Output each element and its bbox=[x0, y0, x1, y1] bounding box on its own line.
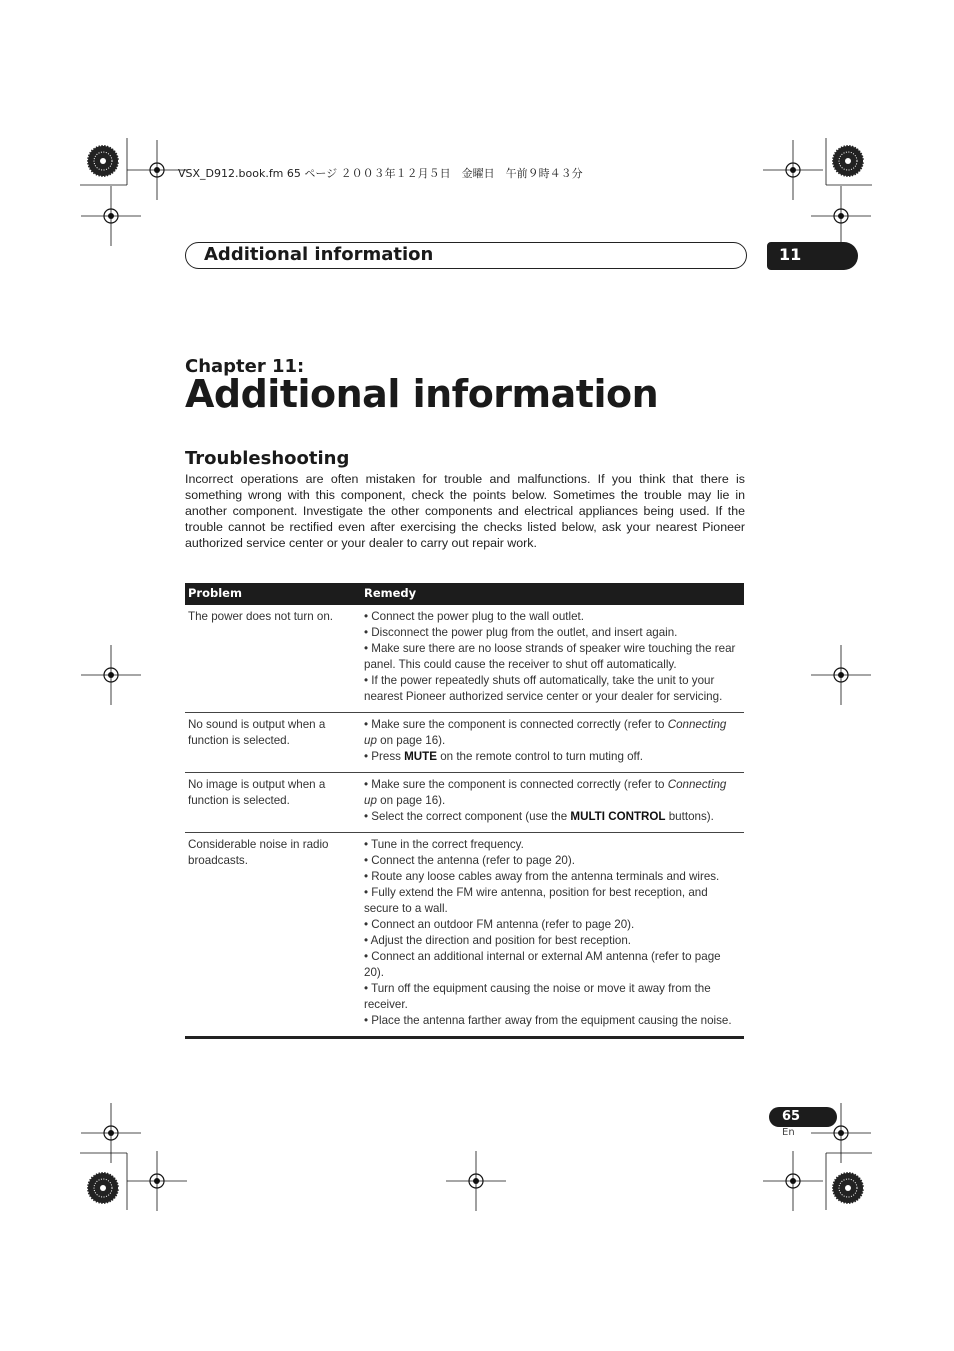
table-row bbox=[185, 713, 744, 773]
table-row bbox=[185, 605, 744, 713]
section-title: Troubleshooting bbox=[185, 448, 350, 469]
remedy-item: • Make sure the component is connected correctly (refer to Connecting up on page 16). bbox=[364, 778, 727, 807]
problem-cell: Considerable noise in radio broadcasts. bbox=[185, 833, 361, 1038]
registration-burst-icon bbox=[832, 1172, 864, 1204]
registration-burst-icon bbox=[87, 1172, 119, 1204]
problem-cell: No image is output when a function is selected. bbox=[185, 773, 361, 833]
remedy-item: • Select the correct component (use the MULTI CONTROL buttons). bbox=[364, 810, 714, 823]
registration-crosshair-icon bbox=[446, 1151, 506, 1211]
page-number: 65 bbox=[769, 1107, 837, 1127]
remedy-item: • Tune in the correct frequency. bbox=[364, 838, 524, 851]
remedy-cell bbox=[361, 713, 744, 773]
column-header-remedy: Remedy bbox=[361, 583, 744, 605]
running-header-title: Additional information bbox=[204, 244, 434, 265]
remedy-item: • Connect an outdoor FM antenna (refer to page 20). bbox=[364, 918, 635, 931]
remedy-item: • Connect an additional internal or external AM antenna (refer to page 20). bbox=[364, 950, 721, 979]
registration-crosshair-icon bbox=[81, 186, 141, 246]
registration-crosshair-icon bbox=[763, 140, 823, 200]
troubleshooting-table bbox=[185, 583, 744, 1039]
intro-paragraph: Incorrect operations are often mistaken for trouble and malfunctions. If you think that there is something wrong with this component, check the points below. Sometimes the trouble may lie in another component. Investigate the other components and electrical appliances being used. If the trouble cannot be rectified even after exercising the checks listed below, ask your nearest Pioneer authorized service center or your dealer to carry out repair work. bbox=[185, 472, 745, 550]
problem-cell: No sound is output when a function is selected. bbox=[185, 713, 361, 773]
registration-burst-icon bbox=[87, 145, 119, 177]
remedy-item: • Connect the power plug to the wall outlet. bbox=[364, 610, 584, 623]
remedy-item: • Make sure the component is connected correctly (refer to Connecting up on page 16). bbox=[364, 718, 727, 747]
remedy-cell bbox=[361, 605, 744, 713]
remedy-cell bbox=[361, 833, 744, 1038]
language-label: En bbox=[782, 1127, 795, 1138]
remedy-item: • Disconnect the power plug from the outlet, and insert again. bbox=[364, 626, 678, 639]
registration-crosshair-icon bbox=[127, 1151, 187, 1211]
column-header-problem: Problem bbox=[185, 583, 361, 605]
problem-cell: The power does not turn on. bbox=[185, 605, 361, 713]
chapter-number-badge: 11 bbox=[767, 242, 858, 270]
remedy-cell bbox=[361, 773, 744, 833]
remedy-item: • Turn off the equipment causing the noise or move it away from the receiver. bbox=[364, 982, 711, 1011]
remedy-item: • Connect the antenna (refer to page 20). bbox=[364, 854, 575, 867]
registration-crosshair-icon bbox=[81, 645, 141, 705]
table-row bbox=[185, 833, 744, 1038]
chapter-title: Additional information bbox=[185, 372, 659, 416]
chapter-label: Chapter 11: bbox=[185, 356, 305, 377]
registration-crosshair-icon bbox=[763, 1151, 823, 1211]
remedy-item: • Make sure there are no loose strands of speaker wire touching the rear panel. This could cause the receiver to shut off automatically. bbox=[364, 642, 736, 671]
remedy-item: • Place the antenna farther away from the equipment causing the noise. bbox=[364, 1014, 732, 1027]
registration-crosshair-icon bbox=[81, 1103, 141, 1163]
remedy-item: • Route any loose cables away from the antenna terminals and wires. bbox=[364, 870, 720, 883]
table-row bbox=[185, 773, 744, 833]
remedy-item: • Fully extend the FM wire antenna, position for best reception, and secure to a wall. bbox=[364, 886, 708, 915]
registration-burst-icon bbox=[832, 145, 864, 177]
registration-crosshair-icon bbox=[811, 186, 871, 246]
print-info: VSX_D912.book.fm 65 ページ ２００３年１２月５日 金曜日 午前９時４３分 bbox=[178, 167, 583, 180]
table-header-row bbox=[185, 583, 744, 605]
remedy-item: • Adjust the direction and position for best reception. bbox=[364, 934, 632, 947]
remedy-item: • Press MUTE on the remote control to turn muting off. bbox=[364, 750, 644, 763]
registration-crosshair-icon bbox=[811, 645, 871, 705]
remedy-item: • If the power repeatedly shuts off automatically, take the unit to your nearest Pioneer authorized service center or your dealer for servicing. bbox=[364, 674, 723, 703]
